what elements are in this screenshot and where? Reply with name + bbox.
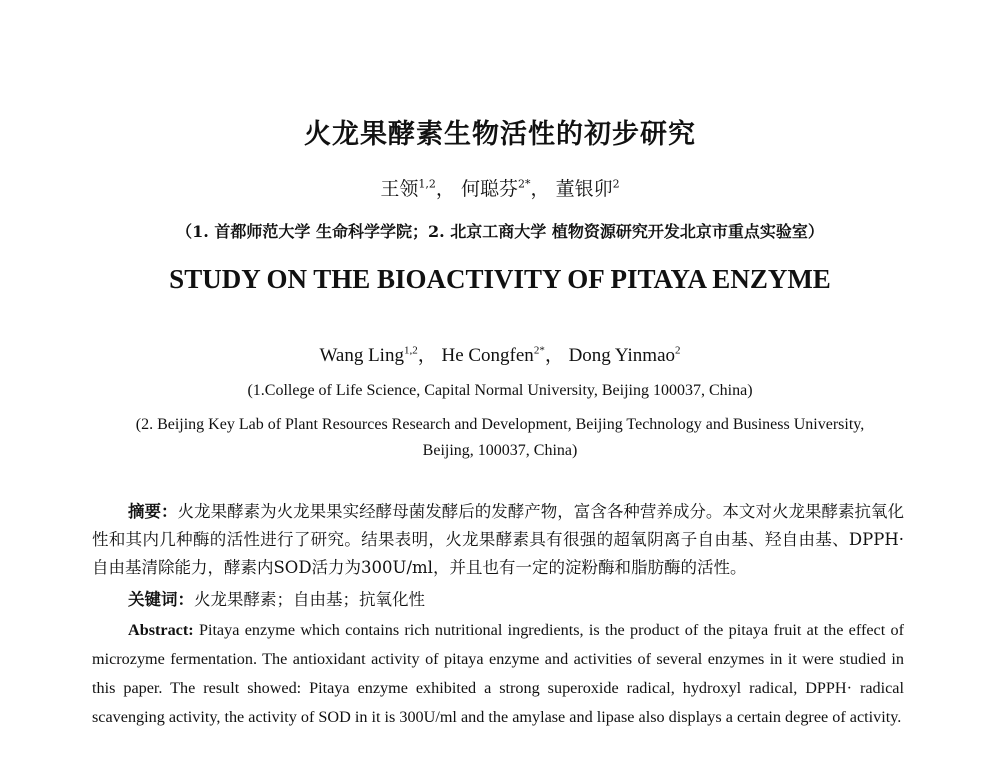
english-abstract	[92, 616, 904, 732]
keywords-label: 关键词：	[128, 590, 194, 609]
english-affiliation-2: (2. Beijing Key Lab of Plant Resources Research and Development, Beijing Technology and Business University, Beijing, 100037, China)	[135, 416, 865, 459]
author-affil-mark: 2	[612, 177, 620, 191]
author-name: 王领	[380, 178, 419, 200]
author-separator: ，	[435, 178, 455, 200]
author-separator: ，	[530, 178, 550, 200]
abstract-label: 摘要：	[128, 502, 178, 521]
author-separator: ，	[417, 345, 437, 366]
author-name: Dong Yinmao	[568, 345, 676, 366]
author-affil-mark: 2*	[518, 177, 531, 191]
author-name: 董银卯	[555, 178, 613, 200]
english-authors	[0, 340, 1000, 367]
english-affiliation-1: (1.College of Life Science, Capital Normal University, Beijing 100037, China)	[247, 382, 753, 399]
abstract-text: 火龙果酵素为火龙果果实经酵母菌发酵后的发酵产物，富含各种营养成分。本文对火龙果酵素抗氧化性和其内几种酶的活性进行了研究。结果表明，火龙果酵素具有很强的超氧阴离子自由基、羟自由基、DPPH·自由基清除能力，酵素内SOD活力为300U/ml，并且也有一定的淀粉酶和脂肪酶的活性。	[92, 502, 905, 577]
chinese-abstract	[92, 498, 904, 582]
chinese-affiliations: （1. 首都师范大学 生命科学学院；2. 北京工商大学 植物资源研究开发北京市重点实验室）	[176, 222, 824, 241]
chinese-title: 火龙果酵素生物活性的初步研究	[304, 119, 696, 150]
english-title: STUDY ON THE BIOACTIVITY OF PITAYA ENZYME	[169, 264, 831, 294]
author-affil-mark: 2*	[533, 344, 545, 357]
chinese-authors	[0, 174, 1000, 201]
author-separator: ，	[544, 345, 564, 366]
keywords-text: 火龙果酵素；自由基；抗氧化性	[194, 590, 425, 609]
author-name: He Congfen	[441, 345, 534, 366]
author-name: Wang Ling	[319, 345, 404, 366]
abstract-label: Abstract:	[128, 621, 194, 639]
abstract-text: Pitaya enzyme which contains rich nutritional ingredients, is the product of the pitaya fruit at the effect of microzyme fermentation. The antioxidant activity of pitaya enzyme and activities of several enzymes in it were studied in this paper. The result showed: Pitaya enzyme exhibited a strong superoxide radical, hydroxyl radical, DPPH· radical scavenging activity, the activity of SOD in it is 300U/ml and the amylase and lipase also displays a certain degree of activity.	[92, 621, 905, 726]
author-name: 何聪芬	[460, 178, 518, 200]
chinese-keywords	[92, 586, 904, 614]
author-affil-mark: 1,2	[418, 177, 436, 191]
author-affil-mark: 1,2	[403, 344, 418, 357]
author-affil-mark: 2	[675, 344, 681, 357]
